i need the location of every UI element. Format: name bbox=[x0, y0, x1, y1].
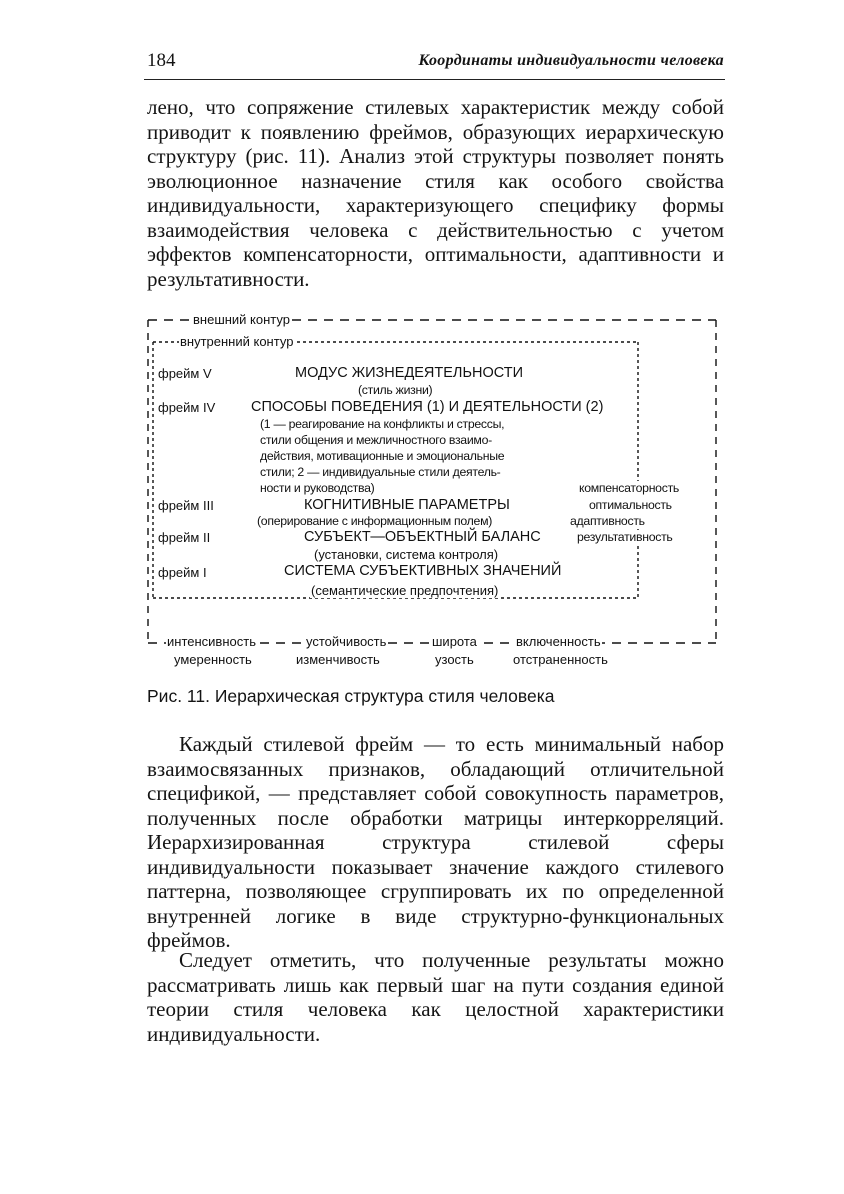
bipolar-pair-bottom: узость bbox=[435, 652, 474, 667]
bipolar-pair-top: устойчивость bbox=[306, 634, 387, 649]
frame-4-detail-line: (1 — реагирование на конфликты и стрессы, bbox=[260, 417, 505, 431]
frame-1-title: СИСТЕМА СУБЪЕКТИВНЫХ ЗНАЧЕНИЙ bbox=[284, 563, 562, 579]
bipolar-pair-bottom: умеренность bbox=[174, 652, 252, 667]
frame-5-subtitle: (стиль жизни) bbox=[358, 383, 433, 397]
frame-4-detail-line: действия, мотивационные и эмоциональные bbox=[260, 449, 505, 463]
frame-3-title: КОГНИТИВНЫЕ ПАРАМЕТРЫ bbox=[304, 497, 510, 513]
running-title: Координаты индивидуальности человека bbox=[418, 52, 724, 69]
effect-adaptivity: адаптивность bbox=[570, 514, 645, 528]
effect-compensatory: компенсаторность bbox=[579, 481, 680, 495]
body-paragraph-2: Каждый стилевой фрейм — то есть минимальный набор взаимосвязанных признаков, обладающий отличительной спецификой, — представляет собой совокупность параметров, полученных после обработки матрицы интеркорреляций. Иерархизированная структура стилевой сферы индивидуальности показывает значение каждого стилевого паттерна, позволяющее сгруппировать их по определенной внутренней логике в виде структурно-функциональных фреймов. bbox=[147, 732, 724, 952]
body-paragraph-3: Следует отметить, что полученные результаты можно рассматривать лишь как первый шаг на пути создания единой теории стиля человека как целостной характеристики индивидуальности. bbox=[147, 948, 724, 1046]
inner-contour-label: внутренний контур bbox=[180, 334, 294, 349]
frame-2-subtitle: (установки, система контроля) bbox=[314, 547, 499, 562]
frame-5-title: МОДУС ЖИЗНЕДЕЯТЕЛЬНОСТИ bbox=[295, 365, 523, 381]
frame-4-label: фрейм IV bbox=[158, 400, 216, 415]
frame-3-subtitle: (оперирование с информационным полем) bbox=[257, 514, 493, 528]
frame-3-label: фрейм III bbox=[158, 498, 214, 513]
bipolar-pair-bottom: изменчивость bbox=[296, 652, 380, 667]
outer-contour-label: внешний контур bbox=[193, 312, 290, 327]
body-paragraph-1: лено, что сопряжение стилевых характеристик между собой приводит к появлению фреймов, образующих иерархическую структуру (рис. 11). Анализ этой структуры позволяет понять эволюционное назначение стиля как особого свойства индивидуальности, характеризующего специфику формы взаимодействия человека с действительностью с учетом эффектов компенсаторности, оптимальности, адаптивности и результативности. bbox=[147, 95, 724, 291]
frame-4-title: СПОСОБЫ ПОВЕДЕНИЯ (1) И ДЕЯТЕЛЬНОСТИ (2) bbox=[251, 399, 604, 415]
bipolar-pair-bottom: отстраненность bbox=[513, 652, 608, 667]
frame-4-detail-line: ности и руководства) bbox=[260, 481, 375, 495]
frame-1-subtitle: (семантические предпочтения) bbox=[311, 583, 499, 598]
style-hierarchy-diagram bbox=[144, 305, 724, 670]
figure-caption: Рис. 11. Иерархическая структура стиля человека bbox=[147, 686, 555, 706]
frame-1-label: фрейм I bbox=[158, 565, 207, 580]
bipolar-pair-top: широта bbox=[432, 634, 477, 649]
frame-2-label: фрейм II bbox=[158, 530, 211, 545]
frame-2-title: СУБЪЕКТ—ОБЪЕКТНЫЙ БАЛАНС bbox=[304, 529, 541, 545]
bipolar-pair-top: включенность bbox=[516, 634, 601, 649]
header-rule bbox=[144, 79, 725, 80]
effect-effectiveness: результативность bbox=[577, 530, 673, 544]
frame-5-label: фрейм V bbox=[158, 366, 212, 381]
bipolar-pair-top: интенсивность bbox=[167, 634, 256, 649]
page-number: 184 bbox=[147, 50, 176, 71]
frame-4-detail-line: стили общения и межличностного взаимо- bbox=[260, 433, 492, 447]
effect-optimality: оптимальность bbox=[589, 498, 672, 512]
frame-4-detail-line: стили; 2 — индивидуальные стили деятель- bbox=[260, 465, 501, 479]
